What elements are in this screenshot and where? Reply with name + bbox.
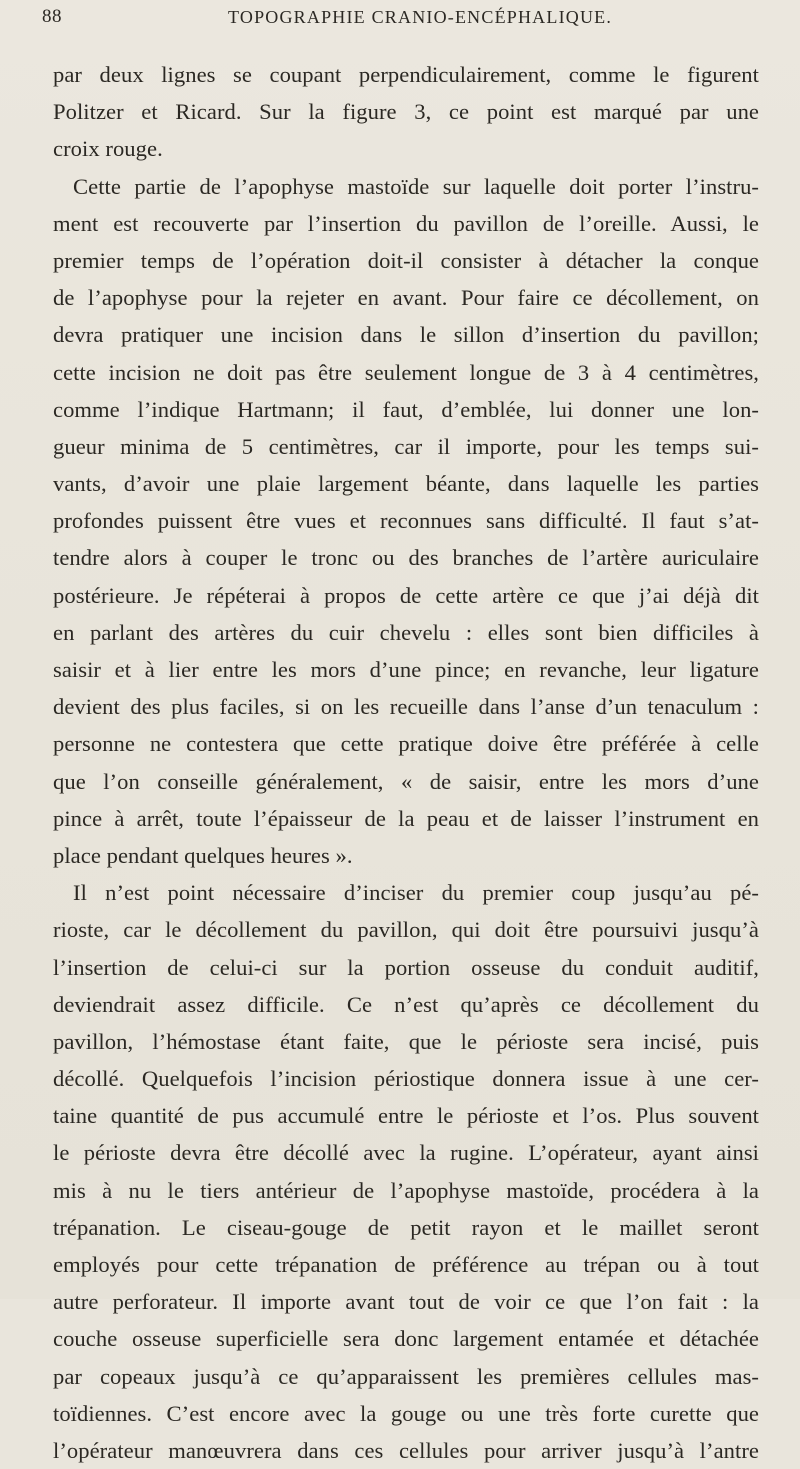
text-line: premier temps de l’opération doit-il consister à détacher la conque bbox=[53, 247, 759, 273]
text-line: en parlant des artères du cuir chevelu : elles sont bien difficiles à bbox=[53, 619, 759, 645]
text-line: le périoste devra être décollé avec la rugine. L’opérateur, ayant ainsi bbox=[53, 1140, 759, 1166]
text-line: toïdiennes. C’est encore avec la gouge ou une très forte curette que bbox=[53, 1400, 759, 1426]
text-line: croix rouge. bbox=[53, 136, 163, 162]
text-line: place pendant quelques heures ». bbox=[53, 842, 353, 868]
text-line: saisir et à lier entre les mors d’une pince; en revanche, leur ligature bbox=[53, 657, 759, 682]
text-line: Politzer et Ricard. Sur la figure 3, ce point est marqué par une bbox=[53, 99, 759, 125]
text-line: cette incision ne doit pas être seulement longue de 3 à 4 centimètres, bbox=[53, 359, 759, 385]
text-line: postérieure. Je répéterai à propos de cette artère ce que j’ai déjà dit bbox=[53, 582, 759, 608]
text-line: pince à arrêt, toute l’épaisseur de la peau et de laisser l’instrument en bbox=[53, 805, 759, 831]
text-line: de l’apophyse pour la rejeter en avant. Pour faire ce décollement, on bbox=[53, 285, 759, 311]
text-line: Il n’est point nécessaire d’inciser du premier coup jusqu’au pé- bbox=[73, 880, 759, 906]
page-header bbox=[42, 2, 758, 36]
text-line: devra pratiquer une incision dans le sillon d’insertion du pavillon; bbox=[53, 322, 759, 348]
text-line: personne ne contestera que cette pratique doive être préférée à celle bbox=[53, 731, 759, 757]
text-line: décollé. Quelquefois l’incision périostique donnera issue à une cer- bbox=[53, 1066, 759, 1092]
body-text bbox=[53, 56, 759, 1469]
text-line: ment est recouverte par l’insertion du pavillon de l’oreille. Aussi, le bbox=[53, 210, 759, 236]
text-line: l’opérateur manœuvrera dans ces cellules pour arriver jusqu’à l’antre bbox=[53, 1437, 759, 1463]
text-line: gueur minima de 5 centimètres, car il importe, pour les temps sui- bbox=[53, 433, 759, 459]
text-line: vants, d’avoir une plaie largement béante, dans laquelle les parties bbox=[53, 471, 759, 497]
text-line: l’insertion de celui-ci sur la portion osseuse du conduit auditif, bbox=[53, 954, 759, 980]
text-line: employés pour cette trépanation de préférence au trépan ou à tout bbox=[53, 1252, 759, 1277]
text-line: rioste, car le décollement du pavillon, qui doit être poursuivi jusqu’à bbox=[53, 917, 759, 943]
text-line: par copeaux jusqu’à ce qu’apparaissent les premières cellules mas- bbox=[53, 1363, 759, 1389]
page-number: 88 bbox=[42, 6, 62, 27]
text-line: par deux lignes se coupant perpendiculairement, comme le figurent bbox=[53, 62, 759, 87]
text-line: Cette partie de l’apophyse mastoïde sur laquelle doit porter l’instru- bbox=[73, 173, 759, 199]
text-line: mis à nu le tiers antérieur de l’apophyse mastoïde, procédera à la bbox=[53, 1177, 759, 1203]
text-line: taine quantité de pus accumulé entre le périoste et l’os. Plus souvent bbox=[53, 1103, 759, 1129]
text-line: autre perforateur. Il importe avant tout de voir ce que l’on fait : la bbox=[53, 1289, 759, 1315]
text-line: tendre alors à couper le tronc ou des branches de l’artère auriculaire bbox=[53, 545, 759, 571]
running-head: TOPOGRAPHIE CRANIO-ENCÉPHALIQUE. bbox=[228, 7, 613, 27]
text-line: profondes puissent être vues et reconnues sans difficulté. Il faut s’at- bbox=[53, 508, 759, 534]
text-line: que l’on conseille généralement, « de saisir, entre les mors d’une bbox=[53, 768, 759, 794]
text-line: couche osseuse superficielle sera donc largement entamée et détachée bbox=[53, 1326, 759, 1352]
text-line: devient des plus faciles, si on les recueille dans l’anse d’un tenaculum : bbox=[53, 694, 759, 720]
text-line: deviendrait assez difficile. Ce n’est qu’après ce décollement du bbox=[53, 991, 759, 1017]
text-line: pavillon, l’hémostase étant faite, que le périoste sera incisé, puis bbox=[53, 1028, 759, 1054]
text-line: trépanation. Le ciseau-gouge de petit rayon et le maillet seront bbox=[53, 1214, 759, 1240]
text-line: comme l’indique Hartmann; il faut, d’emblée, lui donner une lon- bbox=[53, 396, 759, 422]
